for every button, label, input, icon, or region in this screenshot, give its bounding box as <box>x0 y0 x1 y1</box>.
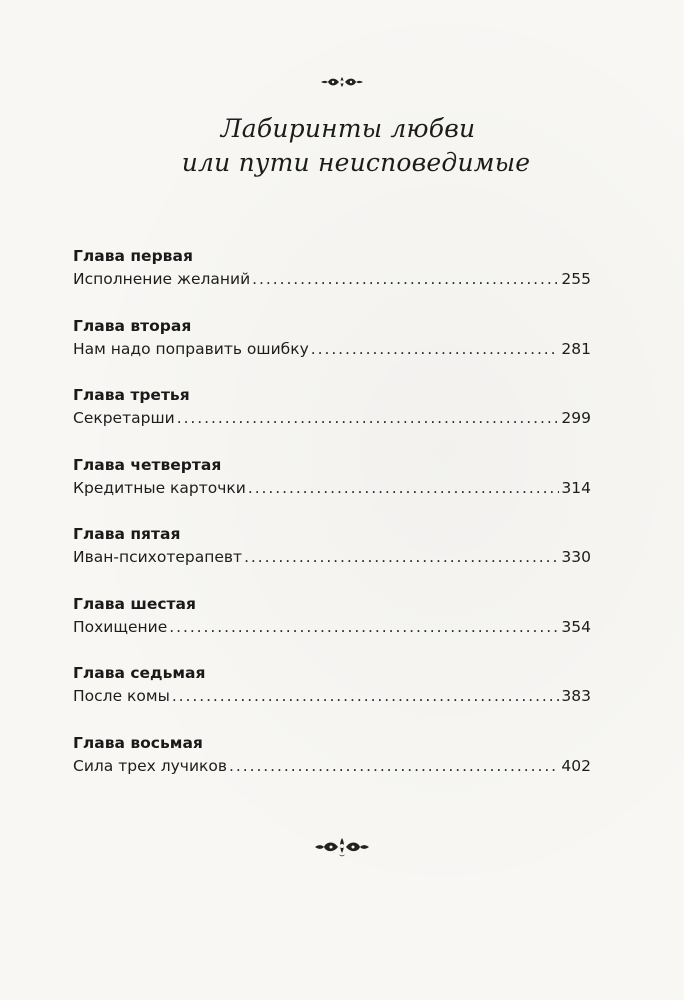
chapter-heading: Глава первая <box>73 247 193 265</box>
chapter-name: Похищение <box>73 617 168 636</box>
dot-leader <box>177 407 560 429</box>
chapter-heading: Глава пятая <box>73 525 181 543</box>
toc-entry <box>73 316 591 386</box>
chapter-line <box>73 407 591 429</box>
flourish-ornament-icon <box>318 74 366 90</box>
chapter-name: Исполнение желаний <box>73 270 251 288</box>
dot-leader <box>248 477 560 499</box>
chapter-name: Нам надо поправить ошибку <box>73 339 309 358</box>
page-number: 314 <box>561 478 591 497</box>
page-number: 402 <box>561 756 591 775</box>
toc-entry <box>73 246 591 316</box>
chapter-name: Сила трех лучиков <box>73 756 228 775</box>
chapter-line <box>73 616 591 638</box>
chapter-line <box>73 685 591 707</box>
page-number: 383 <box>561 687 591 705</box>
chapter-line <box>73 546 591 568</box>
toc-entry <box>73 663 591 733</box>
dot-leader <box>252 268 559 290</box>
chapter-heading: Глава восьмая <box>73 733 203 752</box>
toc-entry <box>73 594 591 664</box>
chapter-line <box>73 268 591 290</box>
chapter-heading: Глава третья <box>73 386 190 404</box>
chapter-line <box>73 477 591 499</box>
chapter-name: Секретарши <box>73 409 175 427</box>
dot-leader <box>311 338 560 360</box>
toc-entry <box>73 455 591 525</box>
chapter-heading: Глава вторая <box>73 316 192 335</box>
dot-leader <box>172 685 560 707</box>
chapter-heading: Глава шестая <box>73 594 196 613</box>
chapter-line <box>73 755 591 777</box>
page-number: 354 <box>561 617 591 636</box>
dot-leader <box>169 616 559 638</box>
toc-entry <box>73 385 591 455</box>
chapter-name: После комы <box>73 687 170 705</box>
toc-entry <box>73 524 591 594</box>
flourish-ornament-icon <box>313 836 371 858</box>
chapter-heading: Глава четвертая <box>73 455 222 474</box>
page-number: 255 <box>561 270 591 288</box>
section-title-line-2: или пути неисповедимые <box>181 148 531 177</box>
section-title-line-1: Лабиринты любви <box>220 114 476 143</box>
chapter-heading: Глава седьмая <box>73 664 206 682</box>
page-number: 281 <box>561 339 591 358</box>
table-of-contents <box>73 246 591 802</box>
page-number: 330 <box>561 548 591 566</box>
page-number: 299 <box>561 409 591 427</box>
dot-leader <box>229 755 559 777</box>
chapter-name: Кредитные карточки <box>73 478 246 497</box>
chapter-line <box>73 338 591 360</box>
chapter-name: Иван-психотерапевт <box>73 548 243 566</box>
toc-entry <box>73 733 591 803</box>
dot-leader <box>244 546 559 568</box>
